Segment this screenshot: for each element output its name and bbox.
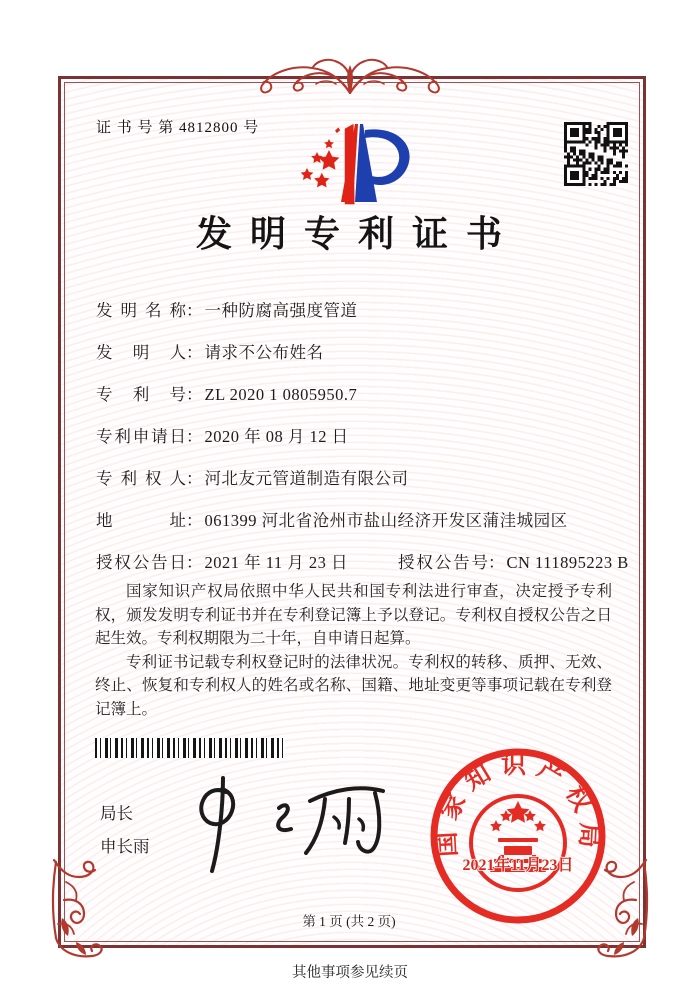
official-seal [428, 746, 608, 926]
field-list [96, 300, 629, 574]
seal-ring-text: 国家知识产权局 [433, 752, 603, 858]
field-colon: ： [186, 343, 203, 362]
field-colon: ： [186, 553, 203, 572]
field-value: 2020 年 08 月 12 日 [204, 427, 349, 446]
field-colon: ： [186, 511, 203, 530]
field-label: 专利号 [96, 385, 186, 404]
signature-handwriting [182, 772, 400, 880]
field-value: 河北友元管道制造有限公司 [204, 469, 409, 488]
director-title: 局长 [100, 804, 133, 823]
field-label: 专利权人 [96, 469, 186, 488]
certificate-title: 发明专利证书 [195, 214, 520, 254]
field-value: 2021 年 11 月 23 日 [204, 553, 349, 572]
legal-paragraph-1: 国家知识产权局依照中华人民共和国专利法进行审查，决定授予专利权，颁发发明专利证书并在专利登记簿上予以登记。专利权自授权公告之日起生效。专利权期限为二十年，自申请日起算。 [95, 583, 612, 647]
legal-paragraph-2: 专利证书记载专利权登记时的法律状况。专利权的转移、质押、无效、终止、恢复和专利权人的姓名或名称、国籍、地址变更等事项记载在专利登记簿上。 [95, 653, 612, 718]
field-row-inventor [96, 342, 611, 364]
field-value: 061399 河北省沧州市盐山经济开发区蒲洼城园区 [204, 511, 568, 530]
field-label: 授权公告号 [398, 553, 489, 572]
field-label: 地址 [96, 511, 186, 530]
field-colon: ： [186, 469, 203, 488]
field-label: 专利申请日 [96, 427, 186, 446]
field-colon: ： [488, 553, 505, 572]
director-name: 申长雨 [100, 837, 150, 856]
field-row-filing-date [96, 426, 611, 448]
certificate-number: 证 书 号 第 4812800 号 [96, 120, 260, 136]
field-label: 授权公告日 [96, 553, 186, 572]
field-row-patentee [96, 468, 611, 490]
barcode [95, 738, 285, 758]
field-label: 发明人 [96, 343, 186, 362]
field-colon: ： [186, 385, 203, 404]
page-number: 第 1 页 (共 2 页) [302, 914, 396, 929]
field-row-invention-name [96, 300, 611, 322]
continuation-note: 其他事项参见续页 [292, 965, 408, 981]
seal-national-emblem [471, 796, 565, 890]
cnipa-logo [285, 112, 433, 206]
field-label: 发明名称 [96, 301, 186, 320]
qr-code [564, 122, 628, 186]
field-colon: ： [186, 301, 203, 320]
field-value: CN 111895223 B [506, 553, 629, 572]
field-row-grant-number [398, 553, 629, 572]
field-row-grant-date [96, 552, 629, 574]
seal-date: 2021年11月23日 [462, 857, 574, 874]
field-colon: ： [186, 427, 203, 446]
legal-text [95, 580, 612, 721]
field-row-address [96, 510, 611, 532]
field-value: 一种防腐高强度管道 [204, 301, 358, 320]
field-value: ZL 2020 1 0805950.7 [204, 385, 358, 404]
field-value: 请求不公布姓名 [204, 343, 324, 362]
director-block [100, 797, 150, 863]
top-border-ornament [250, 52, 450, 98]
field-row-patent-number [96, 384, 611, 406]
